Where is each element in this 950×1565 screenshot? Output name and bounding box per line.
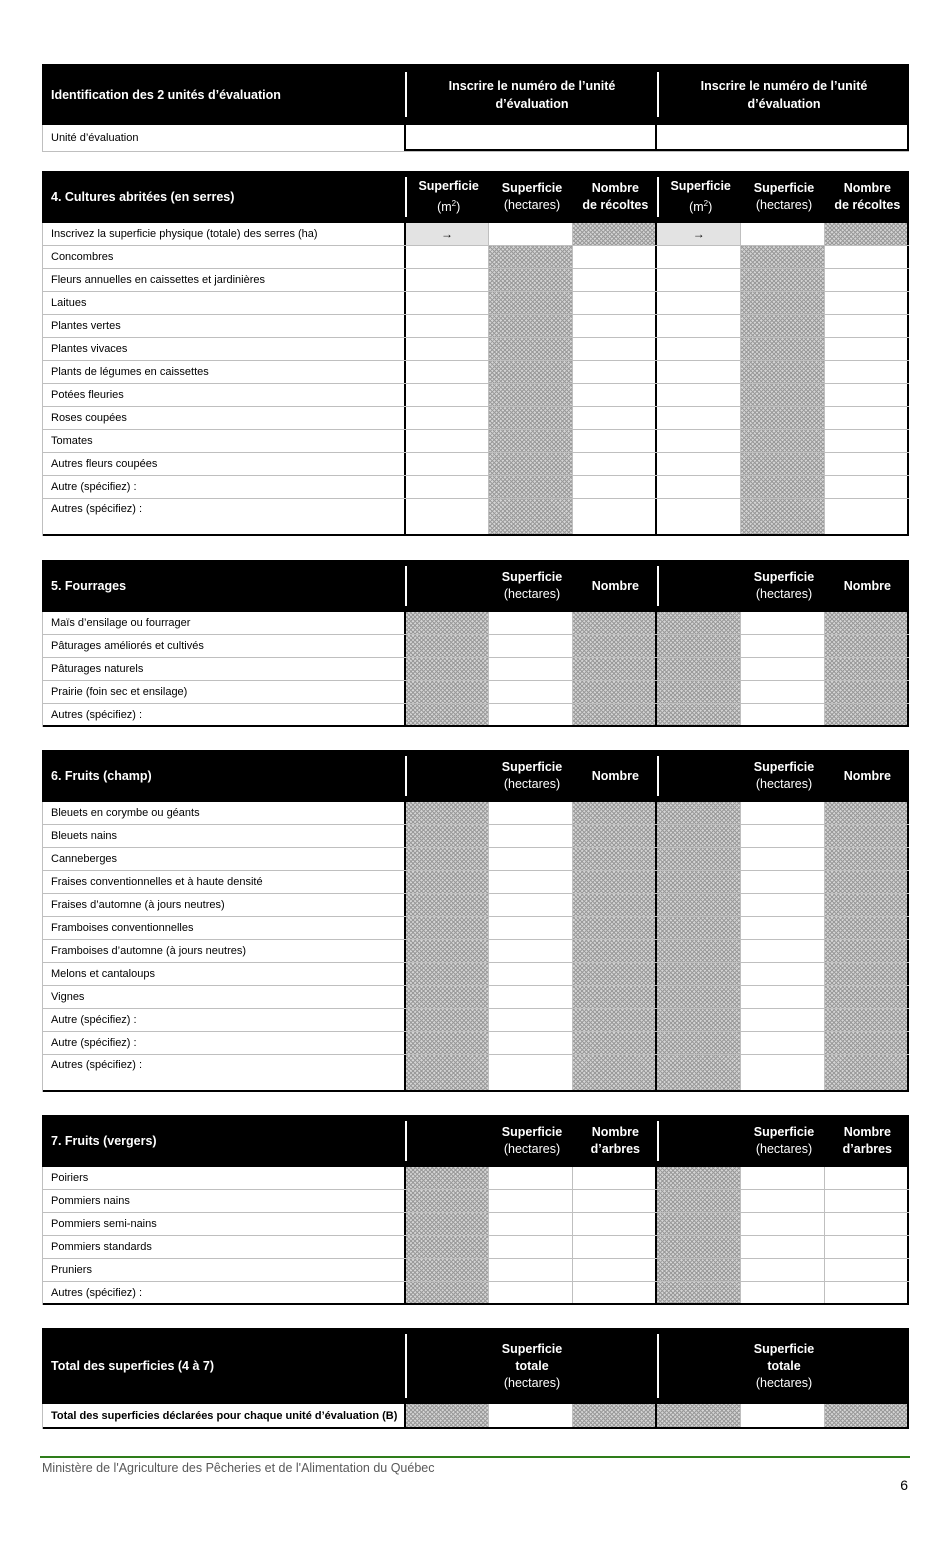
input-cell[interactable] <box>489 917 573 939</box>
input-cell[interactable] <box>825 292 909 314</box>
input-cell[interactable] <box>741 1055 825 1090</box>
table-row: Plants de légumes en caissettes <box>43 361 909 384</box>
input-cell[interactable] <box>573 430 657 452</box>
input-cell[interactable] <box>489 658 573 680</box>
table-row: Pâturages améliorés et cultivés <box>43 635 909 658</box>
input-cell[interactable] <box>406 384 490 406</box>
table-row: Autres (spécifiez) : <box>43 1055 909 1092</box>
input-cell[interactable] <box>406 453 490 475</box>
table-row: Pommiers semi-nains <box>43 1213 909 1236</box>
vergers-rows <box>42 1167 909 1305</box>
input-cell[interactable] <box>825 476 909 498</box>
input-cell[interactable] <box>406 292 490 314</box>
input-cell[interactable] <box>489 612 573 634</box>
total-title: Total des superficies (4 à 7) <box>51 1359 215 1373</box>
input-cell[interactable] <box>741 223 825 245</box>
input-cell[interactable] <box>573 292 657 314</box>
input-cell[interactable] <box>741 1404 825 1427</box>
table-row: Melons et cantaloups <box>43 963 909 986</box>
input-cell[interactable] <box>573 1259 657 1281</box>
input-cell[interactable] <box>573 1213 657 1235</box>
table-row: Concombres <box>43 246 909 269</box>
input-cell[interactable] <box>825 384 909 406</box>
input-cell[interactable] <box>406 476 490 498</box>
table-row: Poiriers <box>43 1167 909 1190</box>
table-row: Pommiers nains <box>43 1190 909 1213</box>
input-cell[interactable] <box>573 361 657 383</box>
table-row: Potées fleuries <box>43 384 909 407</box>
input-cell[interactable] <box>741 825 825 847</box>
input-cell[interactable] <box>741 658 825 680</box>
input-cell[interactable] <box>825 430 909 452</box>
input-cell[interactable] <box>573 269 657 291</box>
table-row: Pruniers <box>43 1259 909 1282</box>
input-cell[interactable] <box>657 315 741 337</box>
input-cell[interactable] <box>825 246 909 268</box>
input-cell[interactable] <box>741 871 825 893</box>
identification-title: Identification des 2 unités d’évaluation <box>51 87 281 102</box>
input-cell[interactable] <box>573 1167 657 1189</box>
input-cell[interactable] <box>825 361 909 383</box>
input-cell[interactable] <box>657 476 741 498</box>
input-cell[interactable] <box>489 1190 573 1212</box>
fruits-champ-title: 6. Fruits (champ) <box>51 769 152 783</box>
input-cell[interactable] <box>825 1167 909 1189</box>
table-row: Tomates <box>43 430 909 453</box>
table-row: Vignes <box>43 986 909 1009</box>
table-row: Fraises conventionnelles et à haute densité <box>43 871 909 894</box>
input-cell[interactable] <box>657 430 741 452</box>
input-cell[interactable] <box>406 269 490 291</box>
input-cell[interactable] <box>741 612 825 634</box>
input-cell[interactable] <box>741 1167 825 1189</box>
serres-rows <box>42 223 909 536</box>
input-cell[interactable] <box>657 384 741 406</box>
table-row: Plantes vivaces <box>43 338 909 361</box>
table-row: Bleuets en corymbe ou géants <box>43 802 909 825</box>
input-cell[interactable] <box>825 499 909 534</box>
input-cell[interactable] <box>489 825 573 847</box>
table-row: Inscrivez la superficie physique (totale) des serres (ha) → → <box>43 223 909 246</box>
input-cell[interactable] <box>741 1282 825 1303</box>
serres-header <box>42 171 909 223</box>
fruits-champ-table <box>42 750 909 1092</box>
input-cell[interactable] <box>489 894 573 916</box>
table-row: Autres (spécifiez) : <box>43 1282 909 1305</box>
input-cell[interactable] <box>406 407 490 429</box>
input-cell[interactable] <box>741 894 825 916</box>
total-rows <box>42 1404 909 1429</box>
footer-divider <box>40 1456 910 1458</box>
input-cell[interactable] <box>489 681 573 703</box>
table-row: Bleuets nains <box>43 825 909 848</box>
input-cell[interactable] <box>573 1282 657 1303</box>
fourrages-header: 5. Fourrages Superficie (hectares) Nombre Superficie (hectares) Nombre <box>42 560 909 612</box>
input-cell[interactable] <box>489 635 573 657</box>
input-cell[interactable] <box>573 453 657 475</box>
input-cell[interactable] <box>573 338 657 360</box>
input-cell[interactable] <box>573 1190 657 1212</box>
total-header: Total des superficies (4 à 7) Superficie totale (hectares) Superficie totale (hectares) <box>42 1328 909 1404</box>
table-row: Framboises conventionnelles <box>43 917 909 940</box>
input-cell[interactable] <box>406 338 490 360</box>
input-cell[interactable] <box>825 1213 909 1235</box>
total-table <box>42 1328 909 1429</box>
input-cell[interactable] <box>657 361 741 383</box>
input-cell[interactable] <box>489 871 573 893</box>
input-cell[interactable] <box>741 848 825 870</box>
table-row: Fraises d’automne (à jours neutres) <box>43 894 909 917</box>
input-cell[interactable] <box>406 499 490 534</box>
input-cell[interactable] <box>741 1236 825 1258</box>
serres-title: 4. Cultures abritées (en serres) <box>51 190 235 204</box>
input-cell[interactable] <box>825 1282 909 1303</box>
table-row: Framboises d’automne (à jours neutres) <box>43 940 909 963</box>
input-cell[interactable] <box>489 963 573 985</box>
input-cell[interactable] <box>489 223 573 245</box>
unit-row-label: Unité d’évaluation <box>43 125 406 151</box>
input-cell[interactable] <box>489 1032 573 1054</box>
input-cell[interactable] <box>657 453 741 475</box>
fourrages-rows <box>42 612 909 727</box>
input-cell[interactable] <box>406 430 490 452</box>
table-row: Autres fleurs coupées <box>43 453 909 476</box>
vergers-table <box>42 1115 909 1305</box>
input-cell[interactable] <box>489 1055 573 1090</box>
input-cell[interactable] <box>573 476 657 498</box>
identification-header <box>42 64 909 125</box>
input-cell[interactable] <box>741 1213 825 1235</box>
input-cell[interactable] <box>489 940 573 962</box>
input-cell[interactable] <box>573 315 657 337</box>
vergers-header: 7. Fruits (vergers) Superficie (hectares) Nombre d’arbres Superficie (hectares) Nombre d’arbres <box>42 1115 909 1167</box>
input-cell[interactable] <box>573 246 657 268</box>
input-cell[interactable] <box>489 986 573 1008</box>
input-cell[interactable] <box>741 1009 825 1031</box>
input-cell[interactable] <box>657 407 741 429</box>
arrow-icon: → <box>657 223 741 245</box>
input-cell[interactable] <box>741 1190 825 1212</box>
table-row: Autres (spécifiez) : <box>43 499 909 536</box>
input-cell[interactable] <box>406 361 490 383</box>
serres-unit-1: Superficie $(m^2)$ Superficie (hectares) Nombre de récoltes <box>405 177 657 217</box>
table-row: Autre (spécifiez) : <box>43 476 909 499</box>
input-cell[interactable] <box>825 315 909 337</box>
unit-number-input-1[interactable] <box>406 125 658 151</box>
input-cell[interactable] <box>825 1190 909 1212</box>
table-row: Pâturages naturels <box>43 658 909 681</box>
input-cell[interactable] <box>489 1404 573 1427</box>
footer-ministry: Ministère de l'Agriculture des Pêcheries et de l'Alimentation du Québec <box>42 1461 435 1475</box>
input-cell[interactable] <box>825 1259 909 1281</box>
input-cell[interactable] <box>573 384 657 406</box>
unit-header-2: Inscrire le numéro de l’unité d’évaluation <box>657 72 909 117</box>
table-row: Canneberges <box>43 848 909 871</box>
input-cell[interactable] <box>489 1282 573 1303</box>
table-row: Fleurs annuelles en caissettes et jardinières <box>43 269 909 292</box>
input-cell[interactable] <box>657 269 741 291</box>
input-cell[interactable] <box>657 292 741 314</box>
input-cell[interactable] <box>657 338 741 360</box>
input-cell[interactable] <box>489 1213 573 1235</box>
input-cell[interactable] <box>489 1236 573 1258</box>
input-cell[interactable] <box>573 407 657 429</box>
input-cell[interactable] <box>489 1259 573 1281</box>
vergers-title: 7. Fruits (vergers) <box>51 1134 157 1148</box>
input-cell[interactable] <box>741 1032 825 1054</box>
input-cell[interactable] <box>489 704 573 725</box>
page-number: 6 <box>900 1477 908 1493</box>
unit-row <box>43 125 909 152</box>
input-cell[interactable] <box>657 499 741 534</box>
unit-header-1: Inscrire le numéro de l’unité d’évaluation <box>405 72 657 117</box>
table-row: Autres (spécifiez) : <box>43 704 909 727</box>
input-cell[interactable] <box>489 1167 573 1189</box>
input-cell[interactable] <box>825 453 909 475</box>
table-row: Roses coupées <box>43 407 909 430</box>
fourrages-table <box>42 560 909 727</box>
unit-number-input-2[interactable] <box>657 125 909 151</box>
input-cell[interactable] <box>741 704 825 725</box>
input-cell[interactable] <box>741 940 825 962</box>
input-cell[interactable] <box>741 917 825 939</box>
input-cell[interactable] <box>406 246 490 268</box>
input-cell[interactable] <box>489 1009 573 1031</box>
input-cell[interactable] <box>741 1259 825 1281</box>
input-cell[interactable] <box>406 315 490 337</box>
input-cell[interactable] <box>489 802 573 824</box>
input-cell[interactable] <box>825 407 909 429</box>
input-cell[interactable] <box>657 246 741 268</box>
table-row: Prairie (foin sec et ensilage) <box>43 681 909 704</box>
input-cell[interactable] <box>825 338 909 360</box>
input-cell[interactable] <box>741 635 825 657</box>
serres-unit-2: Superficie $(m^2)$ Superficie (hectares) Nombre de récoltes <box>657 177 909 217</box>
arrow-icon: → <box>406 223 490 245</box>
table-row: Laitues <box>43 292 909 315</box>
fruits-champ-rows <box>42 802 909 1092</box>
input-cell[interactable] <box>741 802 825 824</box>
fruits-champ-header: 6. Fruits (champ) Superficie (hectares) Nombre Superficie (hectares) Nombre <box>42 750 909 802</box>
input-cell[interactable] <box>573 1236 657 1258</box>
input-cell[interactable] <box>573 499 657 534</box>
table-row: Total des superficies déclarées pour chaque unité d’évaluation (B) <box>43 1404 909 1429</box>
input-cell[interactable] <box>741 681 825 703</box>
table-row: Maïs d’ensilage ou fourrager <box>43 612 909 635</box>
serres-table <box>42 171 909 536</box>
input-cell[interactable] <box>825 1236 909 1258</box>
input-cell[interactable] <box>741 963 825 985</box>
identification-table <box>42 64 909 152</box>
table-row: Autre (spécifiez) : <box>43 1032 909 1055</box>
input-cell[interactable] <box>825 269 909 291</box>
fourrages-title: 5. Fourrages <box>51 579 127 593</box>
input-cell[interactable] <box>741 986 825 1008</box>
table-row: Autre (spécifiez) : <box>43 1009 909 1032</box>
table-row: Plantes vertes <box>43 315 909 338</box>
input-cell[interactable] <box>489 848 573 870</box>
table-row: Pommiers standards <box>43 1236 909 1259</box>
